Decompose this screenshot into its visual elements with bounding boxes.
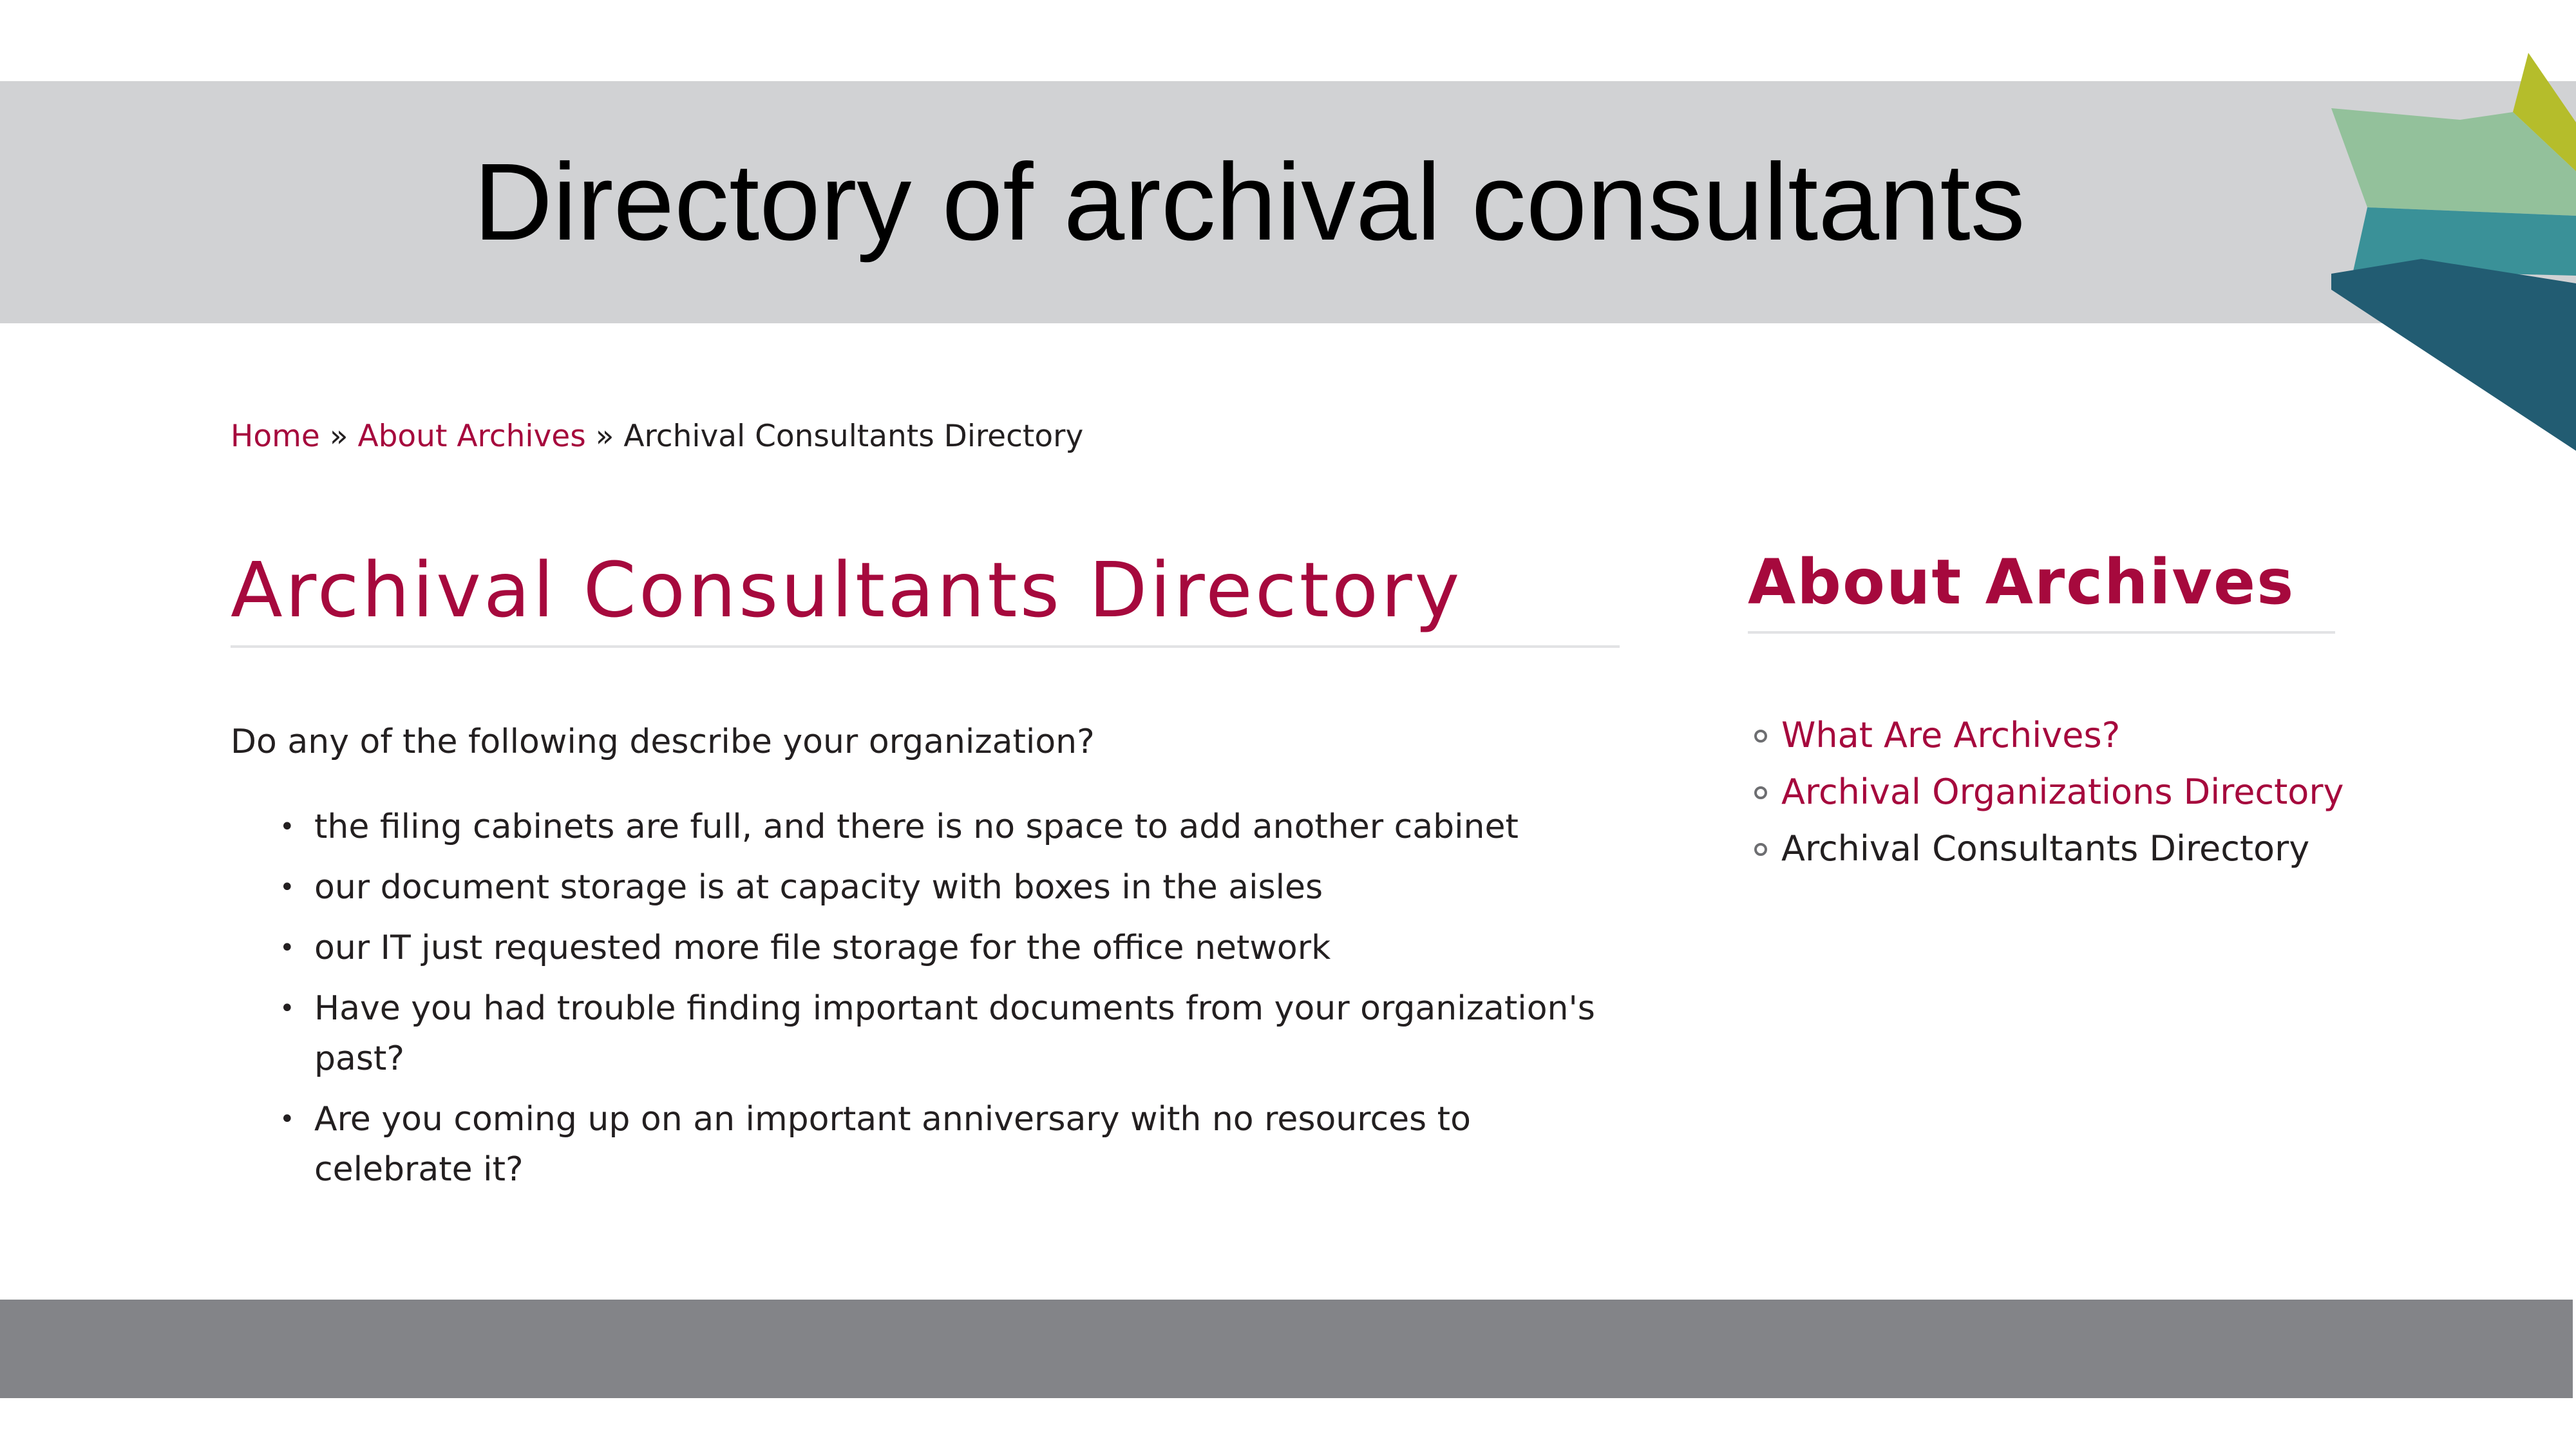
sidebar-link-what-are-archives[interactable]: What Are Archives?: [1781, 715, 2121, 755]
list-item: • the filing cabinets are full, and there is no space to add another cabinet: [277, 802, 1610, 852]
list-item: • our IT just requested more file storage for the office network: [277, 923, 1610, 973]
sidebar-current-consultants-directory: Archival Consultants Directory: [1781, 828, 2310, 869]
footer-band: [0, 1300, 2573, 1398]
intro-text: Do any of the following describe your organization?: [231, 723, 1095, 761]
breadcrumb-about-link[interactable]: About Archives: [357, 419, 586, 454]
page-title: Archival Consultants Directory: [231, 549, 1620, 648]
breadcrumb-current: Archival Consultants Directory: [623, 419, 1084, 454]
bullet-list: [277, 802, 1610, 1205]
sidebar-heading: About Archives: [1748, 549, 2335, 634]
list-item: • Have you had trouble finding important documents from your organization's past?: [277, 983, 1610, 1084]
list-item: • Are you coming up on an important anniversary with no resources to celebrate it?: [277, 1094, 1610, 1195]
circle-bullet-icon: [1754, 730, 1767, 743]
breadcrumb-home-link[interactable]: Home: [231, 419, 320, 454]
breadcrumb: [231, 419, 1083, 454]
sidebar-item-consultants-directory: [1748, 820, 2366, 877]
breadcrumb-separator: »: [319, 419, 358, 454]
logo-navy-shape: [2331, 259, 2576, 451]
sidebar-item-organizations-directory: [1748, 764, 2366, 820]
slide-title: Directory of archival consultants: [473, 141, 2025, 263]
circle-bullet-icon: [1754, 843, 1767, 856]
sidebar-item-what-are-archives: [1748, 707, 2366, 764]
sidebar-nav: [1748, 707, 2366, 877]
leaf-logo-icon: [2331, 32, 2576, 457]
breadcrumb-separator: »: [585, 419, 624, 454]
sidebar-link-organizations-directory[interactable]: Archival Organizations Directory: [1781, 772, 2344, 812]
list-item: • our document storage is at capacity with boxes in the aisles: [277, 862, 1610, 913]
circle-bullet-icon: [1754, 786, 1767, 799]
